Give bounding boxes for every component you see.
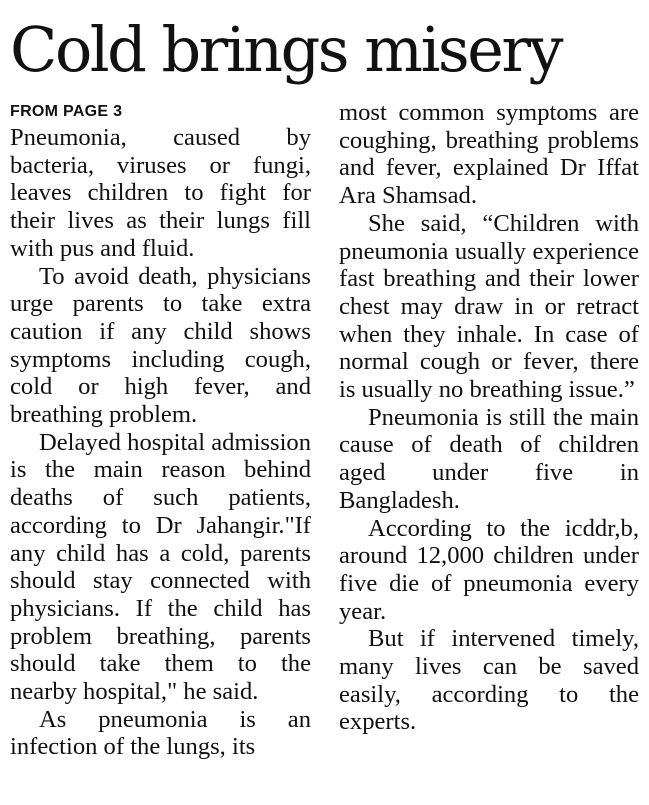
headline: Cold brings misery [10, 13, 562, 86]
paragraph: Pneumonia is still the main cause of death of children aged under five in Bangladesh. [339, 403, 639, 514]
paragraph: Pneumonia, caused by bacteria, viruses or fungi, leaves children to fight for their lives as their lungs fill with pus and fluid. [10, 124, 311, 262]
paragraph: Delayed hospital admission is the main reason behind deaths of such patients, according to Dr Jahangir."If any child has a cold, parents should stay connected with physicians. If the child has problem breathing, parents should take them to the nearby hospital," he said. [10, 428, 311, 706]
article-column-right [339, 99, 639, 736]
article-column-left [10, 100, 311, 761]
paragraph: As pneumonia is an infection of the lungs, its [10, 705, 311, 761]
kicker: FROM PAGE 3 [10, 103, 123, 120]
paragraph: According to the icddr,b, around 12,000 children under five die of pneumonia every year. [339, 514, 639, 625]
paragraph: She said, “Children with pneumonia usually experience fast breathing and their lower chest may draw in or retract when they inhale. In case of normal cough or fever, there is usually no breathing issue.” [339, 209, 639, 404]
paragraph: To avoid death, physicians urge parents to take extra caution if any child shows symptoms including cough, cold or high fever, and breathing problem. [10, 262, 311, 429]
paragraph: But if intervened timely, many lives can be saved easily, according to the experts. [339, 625, 639, 736]
paragraph: most common symptoms are coughing, breathing problems and fever, explained Dr Iffat Ara Shamsad. [339, 99, 639, 210]
